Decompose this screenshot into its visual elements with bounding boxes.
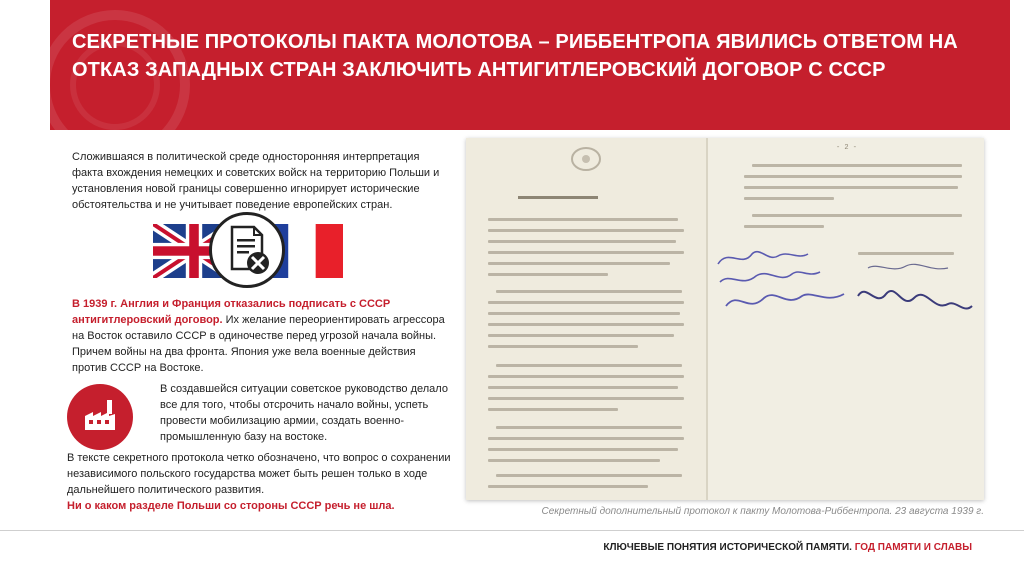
refusal-text: Их желание переориентировать агрессора на Восток оставило СССР в одиночестве перед угрозой начала войны. Причем войны на два фронта. Япония уже вела военные действия против СССР на Востоке. [72, 314, 445, 374]
page-title: СЕКРЕТНЫЕ ПРОТОКОЛЫ ПАКТА МОЛОТОВА – РИББЕНТРОПА ЯВИЛИСЬ ОТВЕТОМ НА ОТКАЗ ЗАПАДНЫХ СТРАН ЗАКЛЮЧИТЬ АНТИГИТЛЕРОВСКИЙ ДОГОВОР С СССР [72, 31, 958, 81]
footer-divider [0, 530, 1024, 531]
soviet-leadership-paragraph: В создавшейся ситуации советское руководство делало все для того, чтобы отсрочить начало войны, успеть провести мобилизацию армии, создать военно-промышленную базу на востоке. [160, 383, 448, 443]
protocol-text: В тексте секретного протокола четко обозначено, что вопрос о сохранении независимого польского государства может быть решен только в ходе дальнейшего политического развития. [67, 452, 451, 496]
factory-icon [67, 384, 133, 450]
document-page-number: - 2 - [836, 144, 858, 152]
footer [603, 542, 972, 553]
document-heading-line [518, 196, 598, 199]
refusal-paragraph [72, 296, 452, 376]
footer-highlight: ГОД ПАМЯТИ И СЛАВЫ [854, 542, 972, 553]
protocol-document-photo [466, 138, 984, 500]
refusal-highlight: В 1939 г. Англия и Франция отказались подписать с СССР антигитлеровский договор. [72, 298, 391, 326]
intro-paragraph: Сложившаяся в политической среде односторонняя интерпретация факта вхождения немецких и советских войск на территорию Польши и установления новой границы совершенно игнорирует исторические обстоятельства и не учитывает поведение европейских стран. [72, 151, 440, 211]
header-banner [50, 0, 1010, 130]
document-page-2 [708, 138, 984, 500]
flags-illustration [153, 224, 343, 278]
protocol-paragraph [67, 450, 457, 514]
signatures-image [708, 234, 984, 434]
document-caption: Секретный дополнительный протокол к пакту Молотова-Риббентропа. 23 августа 1939 г. [541, 506, 984, 517]
document-refused-badge [209, 212, 285, 288]
factory-badge [67, 384, 133, 450]
footer-text: КЛЮЧЕВЫЕ ПОНЯТИЯ ИСТОРИЧЕСКОЙ ПАМЯТИ. [603, 542, 852, 553]
document-page-1 [466, 138, 706, 500]
soviet-emblem-icon [566, 144, 606, 174]
document-cross-icon [212, 215, 282, 285]
protocol-highlight: Ни о каком разделе Польши со стороны СССР речь не шла. [67, 500, 395, 512]
